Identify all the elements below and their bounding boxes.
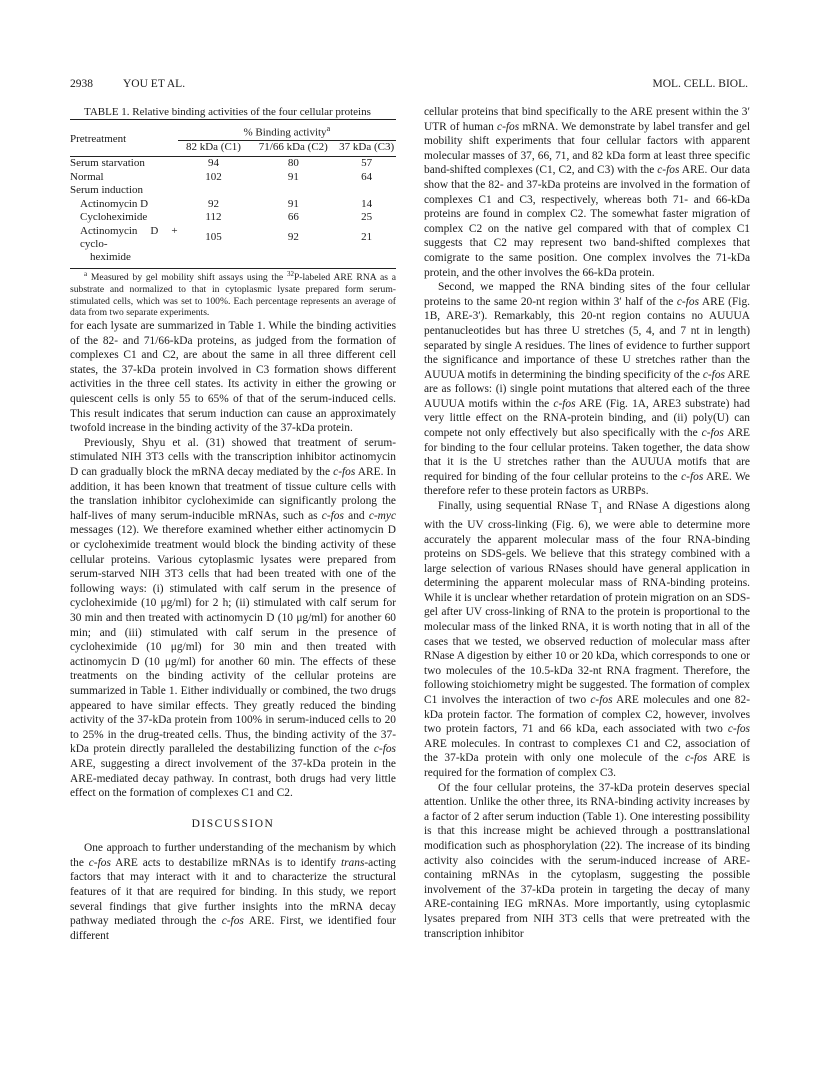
footnote-isotope: 32 [286, 269, 294, 278]
left-column [70, 105, 396, 943]
text-run: ARE. Our data show that the 82- and 37-kDa proteins are involved in the formation of complexes C1 and C3, respectively, whereas both 71- and 66-kDa proteins are found in complex C2. The somewhat faster migration of complex C2 on the native gel compared with that of complex C1 suggests that C2 may represent two band-shifted complexes that comigrate to the same position. One complex involves the 71-kDa protein, and the other involves the 66-kDa protein. [424, 164, 751, 279]
col-pretreatment: Pretreatment [70, 120, 178, 157]
italic-term: c-fos [553, 397, 576, 410]
text-run: Previously, Shyu et al. (31) showed that treatment of serum-stimulated NIH 3T3 cells with the transcription inhibitor actinomycin D can gradually block the mRNA decay mediated by the [70, 436, 396, 479]
pretreatment-cell: Cycloheximide [80, 211, 148, 224]
footnote-part-a: Measured by gel mobility shift assays using the [87, 271, 287, 283]
table-row [70, 211, 396, 224]
text-run: ARE (Fig. 1B, ARE-3′). Remarkably, this 20-nt region contains no AUUUA pentanucleotides but has three U stretches (5, 4, and 7 nt in length) separated by single A residues. The lines of evidence to further support the significance and importance of these U stretches rather than the AUUUA motifs in determining the binding specificity of the [424, 295, 750, 381]
table-row [70, 157, 396, 171]
text-run: for each lysate are summarized in Table 1. While the binding activities of the 82- and 71/66-kDa proteins, as judged from the formation of complexes C1 and C2, are about the same in all three different cell states, the 37-kDa protein involved in C3 formation shows different activities in the three cell states. Its activity in either the growing or quiescent cells is only 55 to 65% of that of the serum-induced cells. This result indicates that serum induction can cause an approximately twofold increase in the binding activity of the 37-kDa protein. [70, 320, 396, 435]
text-run: ARE acts to destabilize mRNAs is to identify [110, 856, 341, 869]
italic-term: c-fos [221, 915, 244, 928]
pretreatment-cell: Normal [70, 170, 104, 183]
text-run: 1 [598, 505, 603, 515]
right-paragraph-4 [424, 781, 750, 942]
text-run: mRNA. We demonstrate by label transfer and gel mobility shift experiments that four cellular factors with apparent molecular masses of 37, 66, 71, and 82 kDa form at least three specific band-shifted complexes (C1, C2, and C3) with the [424, 120, 750, 177]
c2-value-cell [249, 251, 337, 268]
table-row [70, 198, 396, 211]
table-1 [70, 105, 396, 319]
table-row [70, 225, 396, 252]
c2-value-cell [249, 184, 337, 197]
footnote-part-b: P-labeled ARE RNA as a substrate and normalized to that in cytoplasmic lysate prepared form serum-stimulated cells, which was set to 100%. Each percentage represents an average of data from two separate experiments. [70, 271, 396, 319]
table-row [70, 251, 396, 268]
italic-term: c-fos [681, 470, 704, 483]
col-group-footnote-mark: a [326, 124, 331, 133]
text-run: ARE is required for the formation of complex C3. [424, 752, 750, 779]
text-run: ARE for binding to the four cellular proteins. Taken together, the data show that it is the U stretches rather than the AUUUA motifs that are required for binding of the four cellular proteins to the [424, 427, 751, 483]
text-run: One approach to further understanding of the mechanism by which the [70, 842, 396, 869]
text-run: ARE (Fig. 1A, ARE3 substrate) had very little effect on the RNA-protein binding, and (ii) poly(U) can compete not only effectively but also specifically with the [424, 397, 751, 440]
italic-term: c-myc [368, 509, 396, 522]
text-run: ARE, suggesting a direct involvement of the 37-kDa protein in the ARE-mediated decay pathway. In contrast, both drugs had very little effect on the formation of complexes C1 and C2. [70, 757, 396, 800]
left-paragraph-2 [70, 436, 396, 801]
italic-term: c-fos [685, 752, 708, 765]
text-run: ARE. First, we identified four different [70, 915, 396, 942]
c2-value-cell: 66 [287, 211, 299, 224]
c2-value-cell: 80 [287, 157, 299, 170]
text-run: Of the four cellular proteins, the 37-kDa protein deserves special attention. Unlike the other three, its RNA-binding activity increases by a factor of 2 after serum induction (Table 1). One interesting possibility is that this increase might be achieved through a posttranslational modification such as phosphorylation (22). The increase of its binding activity also coincides with the serum-induced increase of ARE-containing mRNAs in the cytoplasm, suggesting the possible involvement of the 37-kDa protein in targeting the decay of many ARE-containing IEG mRNAs. More importantly, using cytoplasmic lysates prepared from NIH 3T3 cells that were pretreated with the transcription inhibitor [424, 781, 750, 940]
table-row [70, 184, 396, 197]
text-run: ARE. We therefore refer to these protein factors as URBPs. [424, 470, 750, 498]
binding-activity-table [70, 119, 396, 269]
italic-term: c-fos [702, 368, 725, 381]
running-head [70, 78, 748, 90]
italic-term: c-fos [497, 120, 520, 133]
c3-value-cell: 57 [361, 157, 373, 170]
italic-term: c-fos [590, 694, 613, 707]
pretreatment-cell: heximide [70, 251, 178, 268]
col-c3: 37 kDa (C3) [337, 141, 396, 157]
c1-value-cell: 94 [207, 157, 219, 170]
c3-value-cell: 14 [361, 197, 373, 210]
page-number: 2938 [70, 78, 93, 90]
right-paragraph-2 [424, 280, 750, 499]
footnote-mark: a [84, 269, 88, 278]
italic-term: c-fos [88, 856, 111, 869]
italic-term: c-fos [321, 509, 344, 522]
text-run: ARE molecules and one 82-kDa protein factor. The formation of complex C2, however, involves two protein factors, 71 and 66 kDa, each associated with two [424, 694, 750, 736]
c3-value-cell [337, 251, 396, 268]
pretreatment-cell: Actinomycin D [80, 197, 149, 210]
text-run: -acting factors that may interact with it and to characterize the structural features of it that are required for binding. In this study, we report several findings that give further insights into the mRNA decay pathway mediated through the [70, 856, 396, 928]
right-paragraph-3 [424, 499, 750, 781]
italic-term: trans [340, 856, 365, 869]
c3-value-cell: 21 [361, 231, 373, 244]
discussion-heading: DISCUSSION [191, 817, 275, 830]
c1-value-cell [178, 184, 250, 197]
c1-value-cell: 105 [205, 231, 222, 244]
c3-value-cell: 64 [361, 170, 373, 183]
right-paragraph-1 [424, 105, 750, 280]
text-run: ARE are as follows: (i) single point mutations that altered each of the three AUUUA motifs within the [424, 368, 750, 410]
left-paragraph-1 [70, 319, 396, 436]
c1-value-cell: 92 [207, 197, 219, 210]
col-group-binding [178, 120, 396, 141]
italic-term: c-fos [333, 466, 356, 479]
text-run: cellular proteins that bind specifically to the ARE present within the 3′ UTR of human [424, 106, 750, 133]
italic-term: c-fos [676, 295, 700, 308]
text-run: and [343, 509, 369, 522]
c3-value-cell [337, 184, 396, 197]
c1-value-cell [178, 251, 250, 268]
c2-value-cell: 92 [287, 231, 299, 244]
c3-value-cell: 25 [361, 211, 373, 224]
pretreatment-cell: Serum starvation [70, 157, 145, 170]
text-run: Second, we mapped the RNA binding sites of the four cellular proteins to the same 20-nt region within 3′ half of the [424, 281, 750, 308]
author-names: YOU ET AL. [123, 78, 186, 90]
col-c1: 82 kDa (C1) [178, 141, 250, 157]
text-run: ARE. In addition, it has been known that treatment of tissue culture cells with the translation inhibitor cycloheximide can significantly prolong the half-lives of many serum-inducible mRNAs, such as [70, 466, 396, 522]
text-run: Finally, using sequential RNase T [438, 500, 599, 513]
running-head-left [70, 78, 215, 90]
italic-term: c-fos [657, 164, 680, 177]
text-run: ARE molecules. In contrast to complexes C1 and C2, association of the 37-kDa protein with only one molecule of the [424, 737, 750, 765]
italic-term: c-fos [727, 723, 750, 736]
journal-name: MOL. CELL. BIOL. [652, 78, 748, 90]
left-paragraph-3 [70, 841, 396, 943]
text-run: and RNase A digestions along with the UV cross-linking (Fig. 6), we were able to determine more accurately the apparent molecular mass of the four RNA-binding proteins on SDS-gels. We believe that this strategy combined with a large selection of various RNases should have general application in determining the apparent molecular mass of RNA-binding proteins. While it is unclear whether retardation of protein migration on an SDS-gel after UV cross-linking of RNA to the protein is proportional to the molecular mass of the linked RNA, it is worth noting that in all of the cases that we tested, we observed reduction of molecular mass after RNase A digestion by either 10 or 20 kDa, which corresponds to one or two molecules of the 10.5-kDa 32-nt RNA fragment. Therefore, the following stoichiometry might be suggested. The formation of complex C1 involves the interaction of two [424, 500, 750, 707]
table-title: TABLE 1. Relative binding activities of the four cellular proteins [84, 106, 371, 118]
right-column [424, 105, 750, 941]
c2-value-cell: 91 [287, 197, 299, 210]
col-c2: 71/66 kDa (C2) [249, 141, 337, 157]
italic-term: c-fos [701, 427, 724, 440]
col-group-label: % Binding activity [243, 126, 327, 139]
table-row [70, 171, 396, 184]
c1-value-cell: 102 [205, 170, 222, 183]
c2-value-cell: 91 [287, 170, 299, 183]
c1-value-cell: 112 [205, 211, 222, 224]
pretreatment-cell: Actinomycin D + cyclo- [80, 224, 178, 250]
pretreatment-cell: Serum induction [70, 184, 144, 197]
table-footnote [70, 269, 396, 319]
italic-term: c-fos [373, 743, 396, 756]
text-run: messages (12). We therefore examined whether either actinomycin D or cycloheximide treatment would block the binding activity of these cellular proteins. Various cytoplasmic lysates were prepared from serum-starved NIH 3T3 cells that had been treated with one of the following ways: (i) stimulated with calf serum in the presence of cycloheximide (10 μg/ml) for 2 h; (ii) stimulated with calf serum for 30 min and then treated with actinomycin D (10 μg/ml) for another 60 min; and (iii) stimulated with calf serum in the presence of cycloheximide (10 μg/ml) for 30 min and then treated with actinomycin D (10 μg/ml) for another 60 min. The effects of these treatments on the binding activity of the cellular proteins are summarized in Table 1. Either individually or combined, the two drugs appeared to have similar effects. They greatly reduced the binding activity of the 37-kDa protein from 100% in serum-induced cells to 20 to 25% in the drug-treated cells. Thus, the binding activity of the 37-kDa protein directly paralleled the destabilizing function of the [70, 524, 396, 756]
